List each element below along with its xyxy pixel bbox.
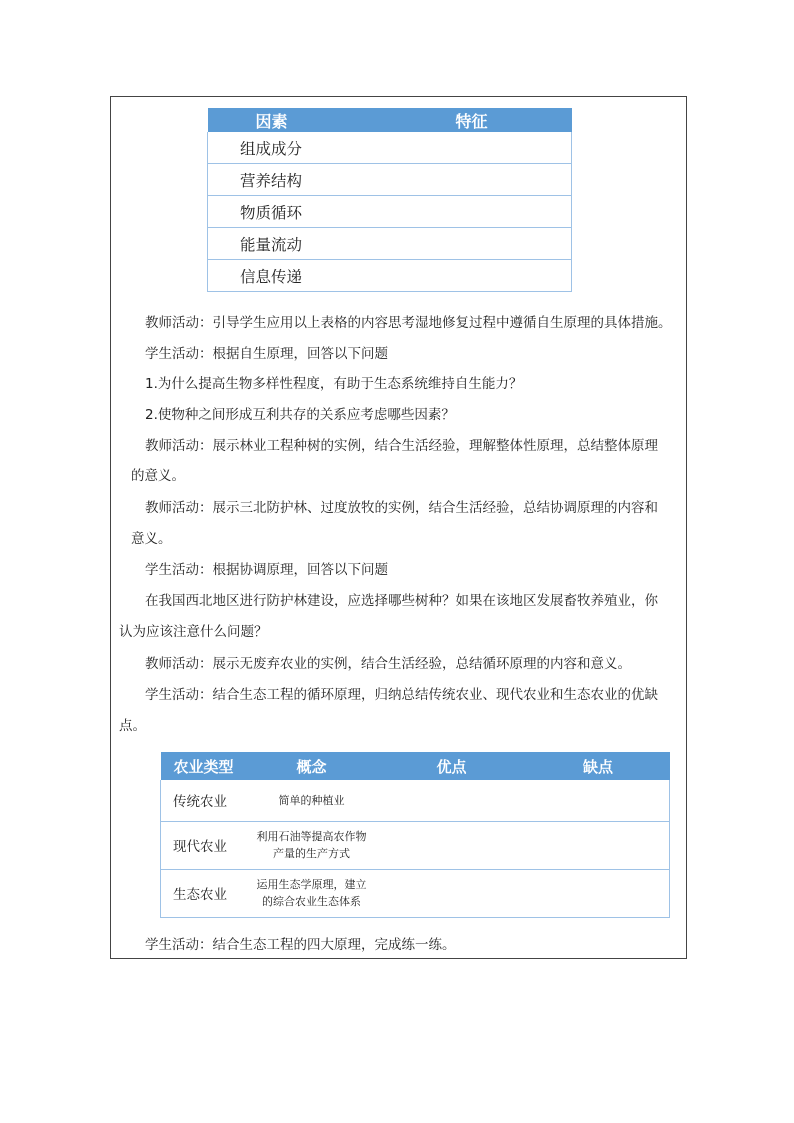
header-type: 农业类型 [161,752,247,780]
factor-cell: 信息传递 [208,260,456,292]
paragraph: 认为应该注意什么问题？ [119,624,268,640]
agriculture-table [160,752,670,918]
concept-cell [247,780,377,821]
factor-table-header [208,108,572,132]
factor-cell: 能量流动 [208,228,456,260]
table-row [208,164,572,196]
concept-line: 简单的种植业 [278,793,345,807]
table-row [208,260,572,292]
concept-line: 运用生态学原理，建立 [256,878,367,891]
table-row [161,869,670,917]
paragraph: 2.使物种之间形成互利共存的关系应考虑哪些因素？ [145,407,455,423]
concept-cell [247,869,377,917]
lesson-frame [110,96,687,959]
paragraph: 教师活动：展示林业工程种树的实例，结合生活经验，理解整体性原理，总结整体原理 [145,438,658,454]
concept-line: 利用石油等提高农作物 [256,830,367,843]
paragraph: 的意义。 [131,468,185,484]
feature-cell [456,260,572,292]
table-row [161,780,670,821]
paragraph: 在我国西北地区进行防护林建设，应选择哪些树种？如果在该地区发展畜牧养殖业，你 [145,593,658,609]
paragraph: 学生活动：结合生态工程的循环原理，归纳总结传统农业、现代农业和生态农业的优缺 [145,687,658,703]
paragraph: 学生活动：根据协调原理，回答以下问题 [145,562,388,578]
concept-line: 的综合农业生态体系 [262,895,361,908]
paragraph: 教师活动：展示三北防护林、过度放牧的实例，结合生活经验，总结协调原理的内容和 [145,500,658,516]
header-pros: 优点 [377,752,527,780]
pros-cell [377,780,527,821]
paragraph: 教师活动：展示无废弃农业的实例，结合生活经验，总结循环原理的内容和意义。 [145,656,631,672]
header-concept: 概念 [247,752,377,780]
header-feature: 特征 [456,108,572,132]
pros-cell [377,869,527,917]
paragraph: 点。 [119,718,146,734]
paragraph: 教师活动：引导学生应用以上表格的内容思考湿地修复过程中遵循自生原理的具体措施。 [145,315,672,331]
feature-cell [456,164,572,196]
type-cell: 传统农业 [161,780,247,821]
factor-cell: 物质循环 [208,196,456,228]
concept-cell [247,821,377,869]
pros-cell [377,821,527,869]
paragraph: 1.为什么提高生物多样性程度，有助于生态系统维持自生能力？ [145,376,523,392]
table-row [208,132,572,164]
type-cell: 现代农业 [161,821,247,869]
paragraph: 学生活动：结合生态工程的四大原理，完成练一练。 [145,937,456,953]
table-row [208,228,572,260]
header-factor: 因素 [208,108,456,132]
agriculture-table-header [161,752,670,780]
factor-table [207,108,572,292]
table-row [208,196,572,228]
table-row [161,821,670,869]
feature-cell [456,228,572,260]
concept-line: 产量的生产方式 [273,847,350,860]
paragraph: 学生活动：根据自生原理，回答以下问题 [145,346,388,362]
paragraph: 意义。 [131,531,172,547]
cons-cell [527,821,670,869]
feature-cell [456,196,572,228]
factor-cell: 组成成分 [208,132,456,164]
feature-cell [456,132,572,164]
type-cell: 生态农业 [161,869,247,917]
cons-cell [527,780,670,821]
cons-cell [527,869,670,917]
header-cons: 缺点 [527,752,670,780]
factor-cell: 营养结构 [208,164,456,196]
